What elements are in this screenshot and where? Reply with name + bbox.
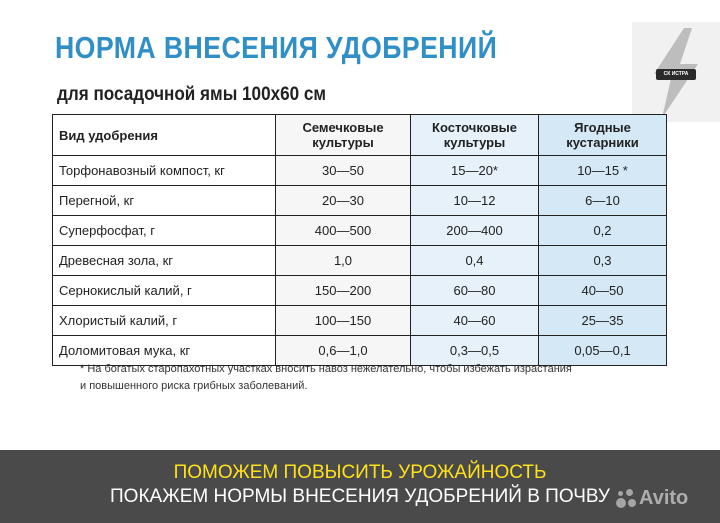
cell-pome: 20—30 xyxy=(276,186,411,216)
cell-pome: 1,0 xyxy=(276,246,411,276)
footnote xyxy=(80,361,670,395)
cell-stone: 0,3—0,5 xyxy=(411,336,539,366)
cell-stone: 60—80 xyxy=(411,276,539,306)
header-pome-crops: Семечковые культуры xyxy=(276,115,411,156)
cell-berry: 0,3 xyxy=(539,246,667,276)
banner-headline: ПОМОЖЕМ ПОВЫСИТЬ УРОЖАЙНОСТЬ xyxy=(173,462,547,483)
cell-berry: 6—10 xyxy=(539,186,667,216)
header-berry-bushes: Ягодные кустарники xyxy=(539,115,667,156)
avito-logo-icon xyxy=(616,489,636,509)
cell-berry: 40—50 xyxy=(539,276,667,306)
table-row xyxy=(53,186,667,216)
row-name: Хлористый калий, г xyxy=(53,306,276,336)
cell-pome: 0,6—1,0 xyxy=(276,336,411,366)
row-name: Суперфосфат, г xyxy=(53,216,276,246)
avito-watermark xyxy=(616,486,688,510)
banner-subline: ПОКАЖЕМ НОРМЫ ВНЕСЕНИЯ УДОБРЕНИЙ В ПОЧВУ xyxy=(110,486,610,507)
fertilizer-table xyxy=(52,114,667,366)
table-row xyxy=(53,246,667,276)
table-row xyxy=(53,216,667,246)
page-title: НОРМА ВНЕСЕНИЯ УДОБРЕНИЙ xyxy=(55,30,498,65)
table-row xyxy=(53,156,667,186)
page-subtitle: для посадочной ямы 100х60 см xyxy=(57,84,327,105)
cell-stone: 40—60 xyxy=(411,306,539,336)
row-name: Сернокислый калий, г xyxy=(53,276,276,306)
table-header-row xyxy=(53,115,667,156)
header-fertilizer-type: Вид удобрения xyxy=(53,115,276,156)
cell-stone: 15—20* xyxy=(411,156,539,186)
footnote-line-2: и повышенного риска грибных заболеваний. xyxy=(80,380,308,392)
avito-watermark-text: Avito xyxy=(639,487,689,509)
footnote-line-1: * На богатых старопахотных участках вносить навоз нежелательно, чтобы избежать израстания xyxy=(80,363,572,375)
row-name: Доломитовая мука, кг xyxy=(53,336,276,366)
header-stone-crops: Косточковые культуры xyxy=(411,115,539,156)
cell-berry: 0,2 xyxy=(539,216,667,246)
cell-pome: 100—150 xyxy=(276,306,411,336)
row-name: Торфонавозный компост, кг xyxy=(53,156,276,186)
cell-berry: 25—35 xyxy=(539,306,667,336)
logo-text: СК ИСТРА xyxy=(656,69,696,80)
cell-stone: 0,4 xyxy=(411,246,539,276)
row-name: Древесная зола, кг xyxy=(53,246,276,276)
table-row xyxy=(53,306,667,336)
cell-pome: 150—200 xyxy=(276,276,411,306)
row-name: Перегной, кг xyxy=(53,186,276,216)
cell-pome: 400—500 xyxy=(276,216,411,246)
cell-berry: 0,05—0,1 xyxy=(539,336,667,366)
cell-pome: 30—50 xyxy=(276,156,411,186)
company-logo xyxy=(632,22,720,122)
cell-stone: 200—400 xyxy=(411,216,539,246)
table-row xyxy=(53,276,667,306)
cell-stone: 10—12 xyxy=(411,186,539,216)
cell-berry: 10—15 * xyxy=(539,156,667,186)
